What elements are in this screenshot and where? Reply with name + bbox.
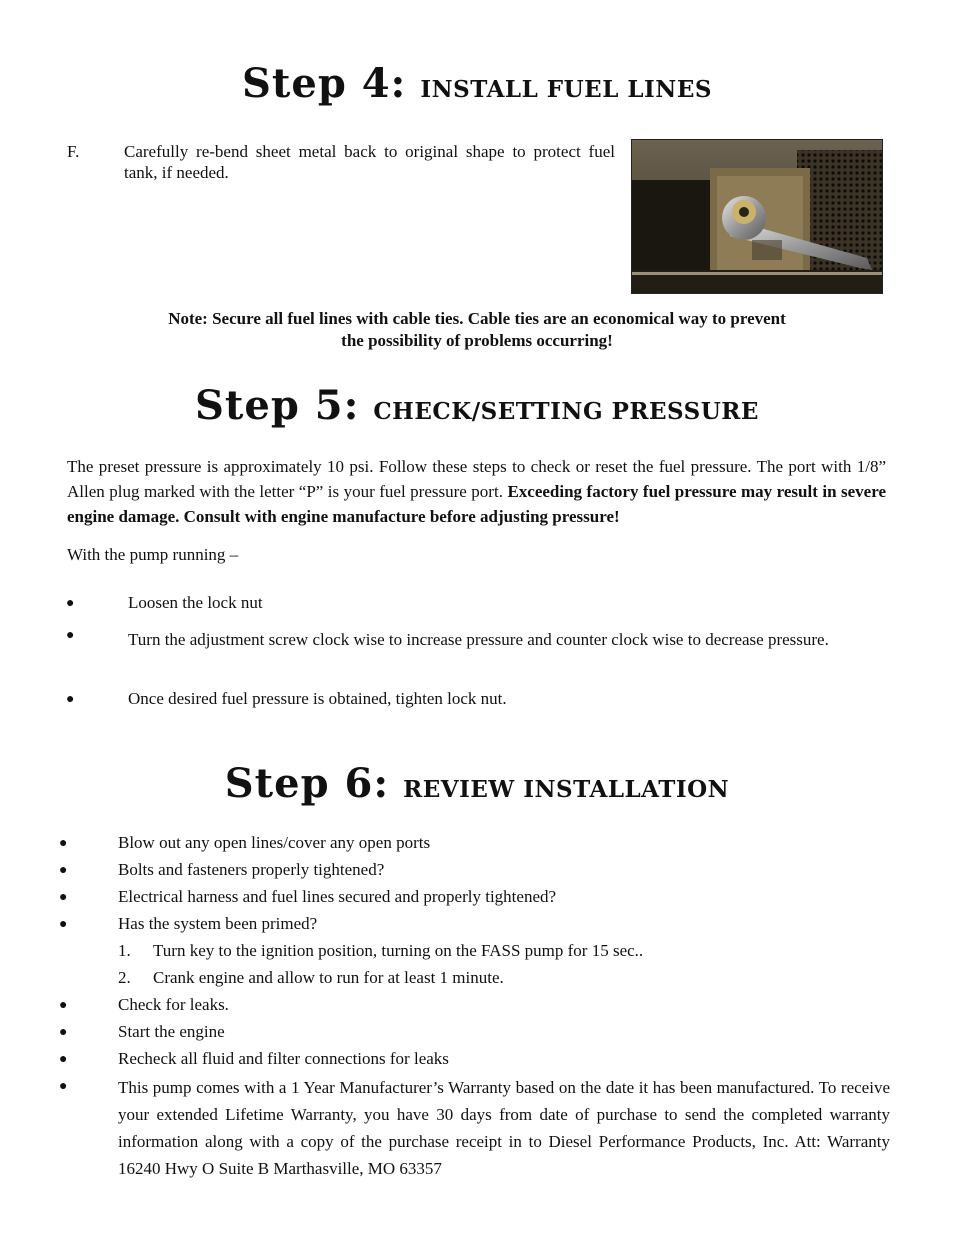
bullet-icon: ● xyxy=(59,1079,68,1094)
bullet-icon: ● xyxy=(59,836,68,851)
bullet-icon: ● xyxy=(59,863,68,878)
step4-heading xyxy=(0,60,954,107)
bullet-icon: ● xyxy=(66,628,75,643)
bullet-icon: ● xyxy=(59,890,68,905)
step5-title: Step 5: xyxy=(195,382,360,429)
review-bullet-5: Check for leaks. xyxy=(118,995,229,1014)
prime-step-1-text: Turn key to the ignition position, turning on the FASS pump for 15 sec.. xyxy=(153,941,644,960)
bullet-icon: ● xyxy=(66,692,75,707)
step6-heading xyxy=(0,760,954,807)
prime-step-1-number: 1. xyxy=(118,941,131,960)
step5-subtitle: CHECK/SETTING PRESSURE xyxy=(373,398,759,425)
pressure-bullet-1: Loosen the lock nut xyxy=(128,593,263,612)
review-bullet-4: Has the system been primed? xyxy=(118,914,318,933)
prime-step-2-number: 2. xyxy=(118,968,131,987)
bullet-icon: ● xyxy=(66,596,75,611)
step5-heading xyxy=(0,382,954,429)
wrench-photo xyxy=(631,139,883,294)
review-bullet-2: Bolts and fasteners properly tightened? xyxy=(118,860,385,879)
review-bullet-8-warranty: This pump comes with a 1 Year Manufacturer’s Warranty based on the date it has been manufactured. To receive your extended Lifetime Warranty, you have 30 days from date of purchase to send the completed warranty information along with a copy of the purchase receipt in to Diesel Performance Products, Inc. Att: Warranty 16240 Hwy O Suite B Marthasville, MO 63357 xyxy=(118,1078,890,1178)
pressure-paragraph xyxy=(67,454,886,529)
bullet-icon: ● xyxy=(59,1052,68,1067)
prime-step-2-text: Crank engine and allow to run for at least 1 minute. xyxy=(153,968,504,987)
note-line-1: Note: Secure all fuel lines with cable ties. Cable ties are an economical way to prevent xyxy=(168,309,786,328)
pressure-intro: The preset pressure is approximately 10 psi. Follow these steps to check or reset the fuel pressure. The port with 1/8” Allen plug marked with the letter “P” is your fuel pressure port. xyxy=(67,457,886,501)
pressure-warning: Exceeding factory fuel pressure may result in severe engine damage. Consult with engine manufacture before adjusting pressure! xyxy=(67,482,886,526)
review-bullet-3: Electrical harness and fuel lines secured and properly tightened? xyxy=(118,887,557,906)
review-bullet-7: Recheck all fluid and filter connections for leaks xyxy=(118,1049,449,1068)
pressure-bullet-3: Once desired fuel pressure is obtained, tighten lock nut. xyxy=(128,689,507,708)
bullet-icon: ● xyxy=(59,1025,68,1040)
bullet-icon: ● xyxy=(59,917,68,932)
review-bullet-1: Blow out any open lines/cover any open ports xyxy=(118,833,431,852)
pressure-bullet-2: Turn the adjustment screw clock wise to increase pressure and counter clock wise to decrease pressure. xyxy=(128,630,829,649)
item-f-text: Carefully re-bend sheet metal back to original shape to protect fuel tank, if needed. xyxy=(124,142,615,182)
note-line-2: the possibility of problems occurring! xyxy=(341,331,613,350)
step4-subtitle: INSTALL FUEL LINES xyxy=(420,76,712,103)
wrench-on-plug-image xyxy=(632,140,883,294)
step6-title: Step 6: xyxy=(224,760,390,807)
review-bullet-6: Start the engine xyxy=(118,1022,225,1041)
step6-subtitle: REVIEW INSTALLATION xyxy=(403,776,730,803)
bullet-icon: ● xyxy=(59,998,68,1013)
step4-title: Step 4: xyxy=(242,60,407,107)
item-f-letter: F. xyxy=(67,142,80,161)
pump-running-text: With the pump running – xyxy=(67,545,239,564)
